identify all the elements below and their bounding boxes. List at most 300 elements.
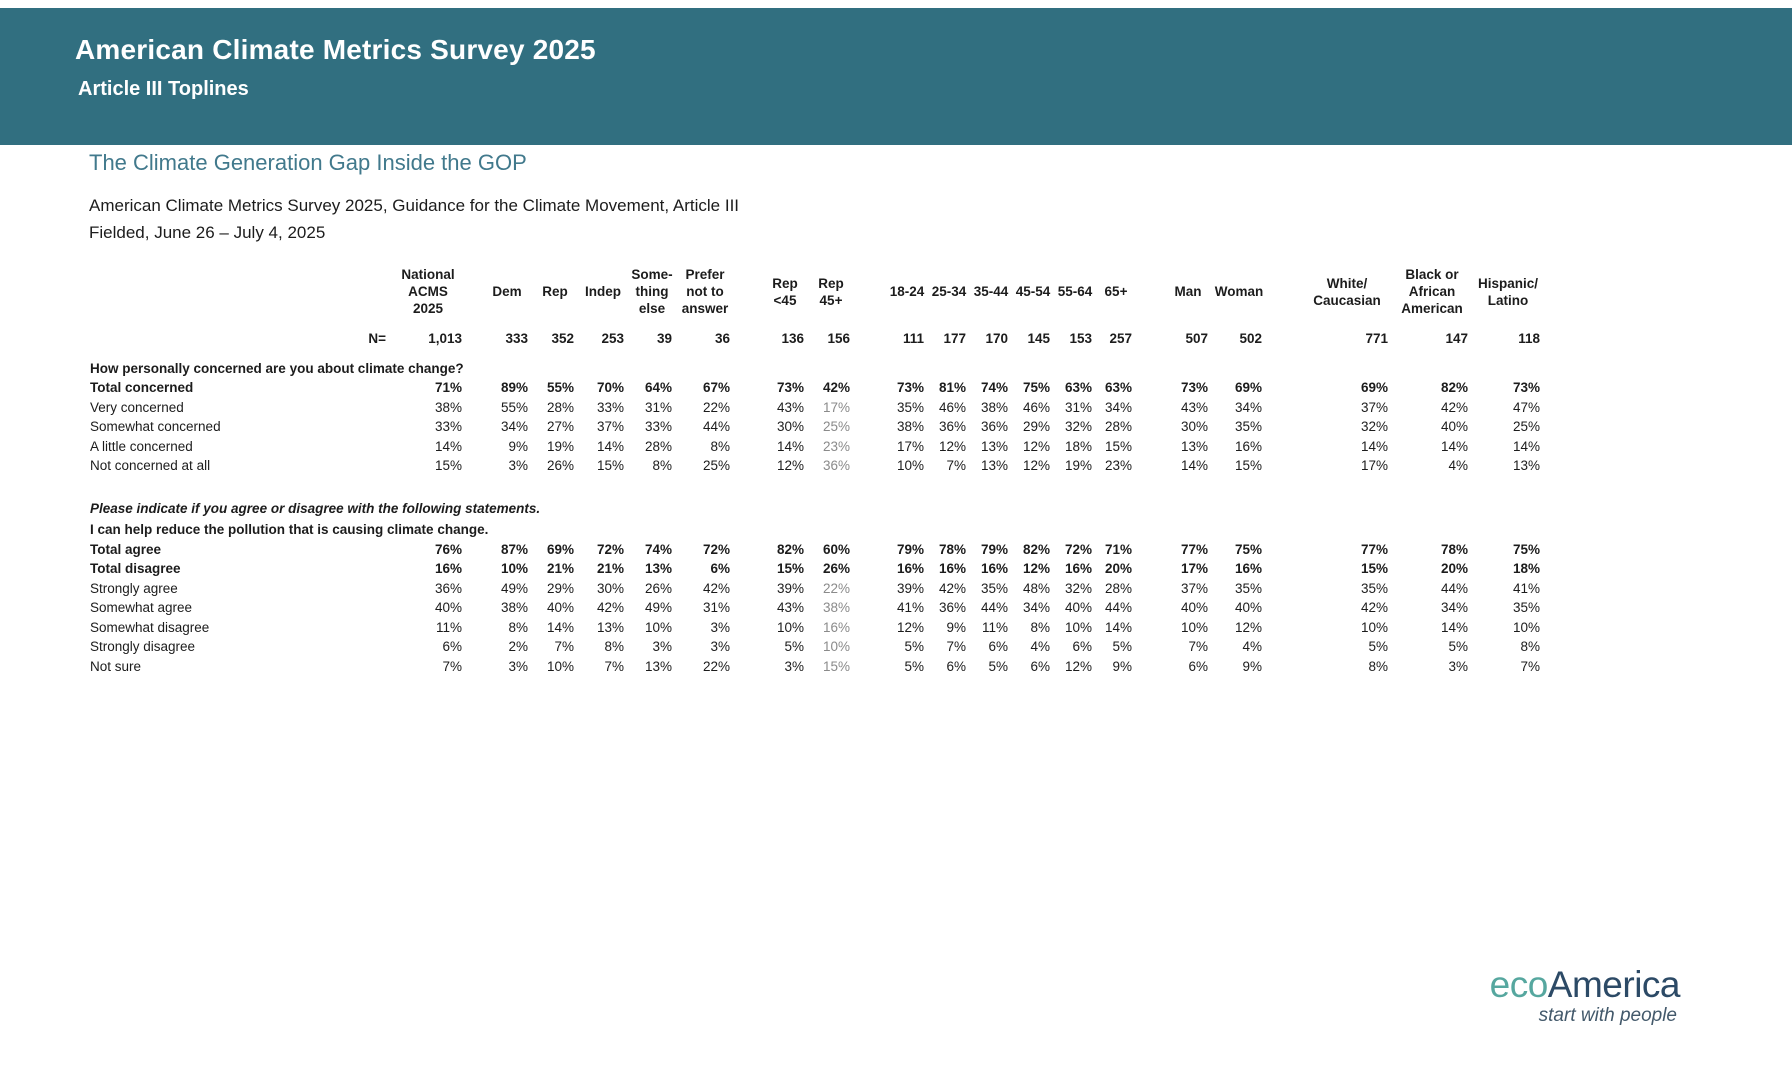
value-cell-black-african-american: 34% [1440, 600, 1468, 615]
column-header-something-else [628, 266, 676, 329]
value-cell-age-55-64: 32% [1064, 580, 1092, 596]
value-cell-black-african-american: 82% [1440, 380, 1468, 395]
value-cell-national: 7% [442, 658, 462, 674]
value-cell-age-45-54: 82% [1022, 541, 1050, 557]
value-cell-age-35-44: 16% [980, 561, 1008, 576]
data-row [90, 417, 1544, 437]
value-cell-national: 14% [434, 438, 462, 454]
value-cell-age-65-plus: 14% [1104, 619, 1132, 635]
row-labels-header [90, 266, 390, 329]
column-header-line: 45-54 [1015, 284, 1051, 299]
column-header-line: else [638, 301, 666, 316]
value-cell-age-65-plus: 20% [1104, 561, 1132, 576]
value-cell-hispanic-latino: 73% [1512, 380, 1540, 395]
value-cell-national: 16% [434, 561, 462, 576]
value-cell-age-25-34: 36% [938, 419, 966, 434]
n-value-rep-45-plus: 156 [827, 331, 850, 346]
question-text: Please indicate if you agree or disagree with the following statements. [90, 500, 541, 516]
value-cell-prefer-not-to-answer: 72% [702, 541, 730, 557]
value-cell-prefer-not-to-answer: 31% [702, 600, 730, 615]
value-cell-black-african-american: 5% [1448, 639, 1468, 654]
value-cell-dem: 2% [508, 639, 528, 654]
article-heading: The Climate Generation Gap Inside the GOP [89, 150, 527, 175]
column-gap [854, 618, 886, 638]
column-header-line: Latino [1487, 292, 1529, 308]
value-cell-white-caucasian: 14% [1360, 438, 1388, 454]
column-gap [734, 618, 762, 638]
value-cell-age-45-54: 12% [1022, 561, 1050, 576]
value-cell-rep-45-plus: 17% [822, 399, 850, 415]
column-gap [854, 657, 886, 677]
value-cell-white-caucasian: 8% [1368, 658, 1388, 674]
value-cell-prefer-not-to-answer: 6% [710, 561, 730, 576]
n-value-woman: 502 [1239, 331, 1262, 346]
column-gap [734, 437, 762, 457]
value-cell-age-35-44: 38% [980, 399, 1008, 415]
column-gap [1266, 378, 1302, 398]
column-header-line: 2025 [412, 301, 444, 316]
value-cell-hispanic-latino: 13% [1512, 458, 1540, 473]
column-header-line: 25-34 [931, 284, 967, 299]
value-cell-hispanic-latino: 18% [1512, 561, 1540, 576]
column-gap [854, 398, 886, 418]
value-cell-rep-under-45: 39% [776, 580, 804, 596]
column-gap [466, 378, 482, 398]
column-gap [1136, 378, 1164, 398]
value-cell-woman: 75% [1234, 541, 1262, 557]
value-cell-black-african-american: 40% [1440, 419, 1468, 434]
value-cell-dem: 89% [500, 380, 528, 395]
value-cell-rep-under-45: 30% [776, 419, 804, 434]
value-cell-age-18-24: 16% [896, 561, 924, 576]
n-label: N= [368, 331, 386, 346]
data-row [90, 637, 1544, 657]
value-cell-age-65-plus: 28% [1104, 580, 1132, 596]
value-cell-woman: 4% [1242, 639, 1262, 654]
value-cell-age-35-44: 13% [980, 438, 1008, 454]
column-header-line: White/ [1326, 275, 1368, 291]
column-gap [466, 329, 482, 357]
row-label: Not sure [90, 658, 142, 674]
column-header-national [390, 266, 466, 329]
column-gap [1136, 657, 1164, 677]
value-cell-man: 37% [1180, 580, 1208, 596]
value-cell-dem: 38% [500, 600, 528, 615]
value-cell-age-25-34: 78% [938, 541, 966, 557]
value-cell-age-25-34: 42% [938, 580, 966, 596]
value-cell-age-65-plus: 9% [1112, 658, 1132, 674]
value-cell-man: 73% [1180, 380, 1208, 395]
value-cell-age-45-54: 12% [1022, 438, 1050, 454]
column-gap [1136, 456, 1164, 476]
value-cell-black-african-american: 3% [1448, 658, 1468, 674]
ecoamerica-logo [1490, 966, 1680, 1028]
value-cell-age-55-64: 40% [1064, 600, 1092, 615]
value-cell-hispanic-latino: 10% [1512, 619, 1540, 635]
n-value-white-caucasian: 771 [1365, 331, 1388, 346]
value-cell-dem: 55% [500, 399, 528, 415]
column-gap [1266, 437, 1302, 457]
column-gap [466, 637, 482, 657]
value-cell-age-35-44: 5% [988, 658, 1008, 674]
value-cell-something-else: 3% [652, 639, 672, 654]
value-cell-white-caucasian: 42% [1360, 600, 1388, 615]
value-cell-age-55-64: 18% [1064, 438, 1092, 454]
value-cell-something-else: 13% [644, 658, 672, 674]
data-row [90, 437, 1544, 457]
value-cell-indep: 30% [596, 580, 624, 596]
value-cell-rep: 10% [546, 658, 574, 674]
value-cell-rep-45-plus: 42% [822, 380, 850, 395]
value-cell-hispanic-latino: 47% [1512, 399, 1540, 415]
column-gap [734, 657, 762, 677]
value-cell-rep: 28% [546, 399, 574, 415]
value-cell-age-55-64: 31% [1064, 399, 1092, 415]
n-value-hispanic-latino: 118 [1518, 331, 1540, 346]
column-gap [1136, 540, 1164, 560]
data-row [90, 579, 1544, 599]
value-cell-age-55-64: 72% [1064, 541, 1092, 557]
value-cell-rep-45-plus: 10% [822, 639, 850, 654]
value-cell-age-65-plus: 23% [1104, 458, 1132, 473]
value-cell-age-18-24: 38% [896, 419, 924, 434]
value-cell-age-45-54: 29% [1022, 419, 1050, 434]
row-label: Not concerned at all [90, 458, 211, 473]
column-gap [734, 540, 762, 560]
value-cell-man: 40% [1180, 600, 1208, 615]
column-header-line: Rep [542, 284, 568, 299]
value-cell-dem: 3% [508, 458, 528, 473]
value-cell-age-25-34: 9% [946, 619, 966, 635]
table-body [90, 329, 1544, 676]
value-cell-age-65-plus: 63% [1104, 380, 1132, 395]
value-cell-rep-45-plus: 23% [822, 438, 850, 454]
header-band [0, 8, 1792, 145]
value-cell-rep-under-45: 43% [776, 600, 804, 615]
column-gap [854, 598, 886, 618]
n-value-prefer-not-to-answer: 36 [714, 331, 730, 346]
value-cell-woman: 40% [1234, 600, 1262, 615]
article-source-line: American Climate Metrics Survey 2025, Guidance for the Climate Movement, Article III [89, 196, 740, 215]
table-header [90, 266, 1544, 329]
column-gap [466, 456, 482, 476]
value-cell-age-18-24: 35% [896, 399, 924, 415]
value-cell-age-35-44: 36% [980, 419, 1008, 434]
column-gap [734, 559, 762, 579]
column-gap [466, 579, 482, 599]
value-cell-rep: 27% [546, 419, 574, 434]
column-header-line: African [1408, 284, 1456, 299]
column-gap [734, 398, 762, 418]
value-cell-something-else: 31% [644, 399, 672, 415]
value-cell-age-25-34: 46% [938, 399, 966, 415]
column-gap [854, 637, 886, 657]
value-cell-age-35-44: 35% [980, 580, 1008, 596]
column-gap [1266, 456, 1302, 476]
column-header-white-caucasian [1302, 266, 1392, 329]
value-cell-age-45-54: 48% [1022, 580, 1050, 596]
value-cell-rep-under-45: 12% [776, 458, 804, 473]
value-cell-age-18-24: 12% [896, 619, 924, 635]
column-gap [734, 266, 762, 329]
value-cell-rep: 29% [546, 580, 574, 596]
data-row [90, 618, 1544, 638]
section-spacer [90, 476, 1544, 497]
column-gap [1266, 618, 1302, 638]
value-cell-hispanic-latino: 41% [1512, 580, 1540, 596]
value-cell-rep-45-plus: 26% [822, 561, 850, 576]
value-cell-age-25-34: 7% [946, 639, 966, 654]
value-cell-dem: 10% [500, 561, 528, 576]
column-gap [854, 329, 886, 357]
column-gap [1266, 579, 1302, 599]
data-row [90, 657, 1544, 677]
value-cell-man: 77% [1180, 541, 1208, 557]
column-gap [466, 417, 482, 437]
document-subtitle: Article III Toplines [78, 78, 249, 100]
column-header-hispanic-latino [1472, 266, 1544, 329]
value-cell-rep-under-45: 15% [776, 561, 804, 576]
value-cell-indep: 37% [596, 419, 624, 434]
value-cell-rep-45-plus: 38% [822, 600, 850, 615]
value-cell-prefer-not-to-answer: 67% [702, 380, 730, 395]
value-cell-man: 7% [1188, 639, 1208, 654]
column-header-dem [482, 266, 532, 329]
value-cell-age-45-54: 4% [1030, 639, 1050, 654]
value-cell-rep-under-45: 3% [784, 658, 804, 674]
value-cell-hispanic-latino: 8% [1520, 639, 1540, 654]
value-cell-age-35-44: 11% [981, 619, 1008, 635]
column-header-age-25-34 [928, 266, 970, 329]
column-header-man [1164, 266, 1212, 329]
value-cell-something-else: 74% [644, 541, 672, 557]
column-gap [466, 598, 482, 618]
value-cell-rep-under-45: 14% [776, 438, 804, 454]
value-cell-black-african-american: 14% [1440, 619, 1468, 635]
data-row [90, 456, 1544, 476]
data-row [90, 598, 1544, 618]
n-value-rep-under-45: 136 [781, 331, 804, 346]
column-header-line: National [401, 267, 455, 282]
value-cell-rep-45-plus: 25% [822, 419, 850, 434]
row-label: Strongly agree [90, 580, 178, 596]
value-cell-white-caucasian: 69% [1360, 380, 1388, 395]
column-gap [1136, 417, 1164, 437]
n-value-age-18-24: 111 [902, 331, 924, 346]
column-header-line: Caucasian [1313, 292, 1381, 308]
column-gap [734, 598, 762, 618]
column-header-line: Woman [1214, 284, 1264, 299]
column-header-line: Black or [1405, 267, 1459, 282]
column-gap [466, 266, 482, 329]
column-gap [854, 540, 886, 560]
value-cell-indep: 33% [596, 399, 624, 415]
logo-america-text: America [1547, 964, 1680, 1005]
value-cell-prefer-not-to-answer: 44% [702, 419, 730, 434]
value-cell-man: 13% [1180, 438, 1208, 454]
value-cell-rep: 14% [546, 619, 574, 635]
column-header-line: American [1401, 301, 1463, 316]
value-cell-prefer-not-to-answer: 22% [702, 658, 730, 674]
column-header-age-65-plus [1096, 266, 1136, 329]
value-cell-age-65-plus: 28% [1104, 419, 1132, 434]
column-gap [1136, 437, 1164, 457]
value-cell-age-18-24: 10% [896, 458, 924, 473]
value-cell-rep-under-45: 43% [776, 399, 804, 415]
value-cell-indep: 14% [596, 438, 624, 454]
column-header-line: 35-44 [973, 284, 1009, 299]
row-label: Total disagree [90, 561, 181, 576]
question-text: I can help reduce the pollution that is causing climate change. [90, 522, 489, 537]
value-cell-rep-under-45: 5% [784, 639, 804, 654]
value-cell-national: 15% [434, 458, 462, 473]
value-cell-age-55-64: 6% [1072, 639, 1092, 654]
value-cell-age-45-54: 6% [1030, 658, 1050, 674]
value-cell-woman: 16% [1234, 438, 1262, 454]
value-cell-prefer-not-to-answer: 3% [710, 639, 730, 654]
column-header-age-35-44 [970, 266, 1012, 329]
n-value-age-35-44: 170 [985, 331, 1008, 346]
value-cell-national: 71% [434, 380, 462, 395]
value-cell-black-african-american: 20% [1440, 561, 1468, 576]
value-cell-age-25-34: 12% [938, 438, 966, 454]
value-cell-rep-under-45: 82% [776, 541, 804, 557]
value-cell-man: 10% [1180, 619, 1208, 635]
n-value-dem: 333 [505, 331, 528, 346]
logo-eco-text: eco [1489, 964, 1548, 1005]
column-gap [1136, 618, 1164, 638]
value-cell-age-65-plus: 71% [1104, 541, 1132, 557]
value-cell-age-45-54: 46% [1022, 399, 1050, 415]
column-header-age-18-24 [886, 266, 928, 329]
value-cell-age-55-64: 12% [1064, 658, 1092, 674]
column-gap [1136, 266, 1164, 329]
value-cell-hispanic-latino: 7% [1520, 658, 1540, 674]
column-gap [734, 579, 762, 599]
column-gap [1266, 657, 1302, 677]
value-cell-hispanic-latino: 14% [1512, 438, 1540, 454]
value-cell-age-35-44: 74% [980, 380, 1008, 395]
value-cell-man: 17% [1180, 561, 1208, 576]
column-gap [1136, 329, 1164, 357]
column-header-line: ACMS [408, 284, 448, 299]
value-cell-black-african-american: 14% [1440, 438, 1468, 454]
value-cell-something-else: 49% [644, 600, 672, 615]
data-row [90, 540, 1544, 560]
column-header-line: Indep [585, 284, 621, 299]
value-cell-indep: 72% [596, 541, 624, 557]
value-cell-black-african-american: 42% [1440, 399, 1468, 415]
column-header-rep-under-45 [762, 266, 808, 329]
value-cell-man: 6% [1188, 658, 1208, 674]
column-gap [1266, 417, 1302, 437]
value-cell-hispanic-latino: 75% [1512, 541, 1540, 557]
n-value-age-45-54: 145 [1027, 331, 1050, 346]
n-value-man: 507 [1185, 331, 1208, 346]
value-cell-woman: 15% [1234, 458, 1262, 473]
question-row [90, 357, 1544, 379]
value-cell-rep-45-plus: 22% [822, 580, 850, 596]
value-cell-age-18-24: 41% [896, 600, 924, 615]
column-gap [1136, 598, 1164, 618]
value-cell-age-18-24: 17% [896, 438, 924, 454]
column-gap [734, 417, 762, 437]
value-cell-man: 14% [1180, 458, 1208, 473]
n-value-black-african-american: 147 [1445, 331, 1468, 346]
column-header-line: Rep [772, 275, 798, 291]
column-header-line: Man [1174, 284, 1202, 299]
column-header-line: 65+ [1104, 284, 1128, 299]
row-label: Total agree [90, 541, 162, 557]
value-cell-rep-under-45: 10% [776, 619, 804, 635]
value-cell-rep-under-45: 73% [776, 380, 804, 395]
value-cell-indep: 21% [596, 561, 624, 576]
value-cell-indep: 15% [596, 458, 624, 473]
value-cell-black-african-american: 78% [1440, 541, 1468, 557]
value-cell-national: 6% [442, 639, 462, 654]
value-cell-prefer-not-to-answer: 22% [702, 399, 730, 415]
value-cell-age-55-64: 32% [1064, 419, 1092, 434]
column-header-line: 18-24 [889, 284, 925, 299]
column-gap [854, 378, 886, 398]
value-cell-something-else: 13% [644, 561, 672, 576]
value-cell-age-35-44: 6% [988, 639, 1008, 654]
value-cell-woman: 9% [1242, 658, 1262, 674]
value-cell-rep: 19% [546, 438, 574, 454]
column-header-prefer-not-to-answer [676, 266, 734, 329]
column-gap [466, 559, 482, 579]
n-value-rep: 352 [551, 331, 574, 346]
value-cell-something-else: 33% [644, 419, 672, 434]
value-cell-age-25-34: 36% [938, 600, 966, 615]
column-gap [854, 579, 886, 599]
column-gap [854, 559, 886, 579]
row-label: Strongly disagree [90, 639, 196, 654]
column-header-line: answer [681, 301, 729, 316]
data-row [90, 559, 1544, 579]
value-cell-national: 33% [434, 419, 462, 434]
value-cell-rep-45-plus: 36% [822, 458, 850, 473]
intro-section [89, 150, 739, 246]
value-cell-indep: 8% [604, 639, 624, 654]
value-cell-age-55-64: 19% [1064, 458, 1092, 473]
toplines-table [90, 266, 1544, 676]
column-gap [1266, 266, 1302, 329]
value-cell-rep: 21% [546, 561, 574, 576]
value-cell-age-18-24: 5% [904, 658, 924, 674]
value-cell-age-45-54: 75% [1022, 380, 1050, 395]
value-cell-indep: 7% [604, 658, 624, 674]
value-cell-something-else: 10% [644, 619, 672, 635]
column-gap [1266, 398, 1302, 418]
value-cell-indep: 42% [596, 600, 624, 615]
column-gap [466, 618, 482, 638]
column-gap [854, 437, 886, 457]
column-header-line: Prefer [685, 267, 725, 282]
value-cell-national: 40% [434, 600, 462, 615]
value-cell-age-65-plus: 5% [1112, 639, 1132, 654]
value-cell-hispanic-latino: 35% [1512, 600, 1540, 615]
question-row [90, 518, 1544, 540]
value-cell-rep: 55% [546, 380, 574, 395]
column-header-rep [532, 266, 578, 329]
value-cell-white-caucasian: 17% [1360, 458, 1388, 473]
column-header-rep-45-plus [808, 266, 854, 329]
section-spacer-cell [90, 476, 1544, 497]
value-cell-woman: 35% [1234, 580, 1262, 596]
column-gap [466, 437, 482, 457]
value-cell-age-18-24: 5% [904, 639, 924, 654]
